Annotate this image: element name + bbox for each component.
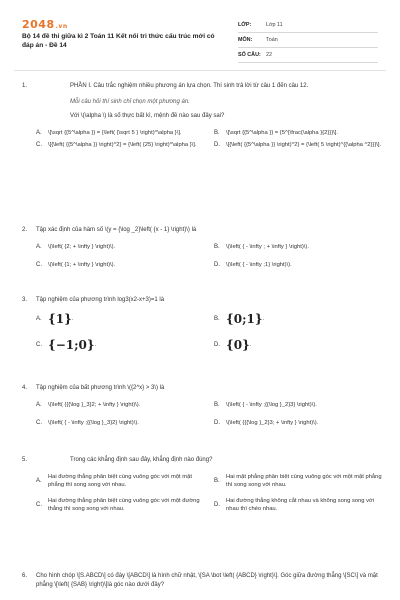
question-text: Tập nghiệm của bất phương trình \({2^x} > 3\) là — [36, 385, 165, 391]
meta-value: 22 — [266, 52, 272, 58]
option-d[interactable]: D. Hai đường thẳng không cắt nhau và không song song với nhau thì chéo nhau. — [214, 497, 375, 512]
option-a[interactable]: A. \[\sqrt {{5^\alpha }} = {\left( {\sqrt 5 } \right)^\alpha }\]. — [36, 129, 182, 136]
meta-value: Lớp 11 — [266, 22, 283, 28]
meta-row-subject — [238, 33, 378, 48]
option-c[interactable]: C. \(\left( {1; + \infty } \right)\). — [36, 261, 116, 268]
option-b[interactable]: B. \(\left( { - \infty ; + \infty } \right)\). — [214, 243, 309, 250]
option-b[interactable]: B. \(\left( { - \infty ;{{\log }_2}3} \right)\). — [214, 401, 317, 408]
site-logo[interactable] — [22, 18, 68, 31]
meta-row-class — [238, 18, 378, 33]
logo-suffix: .vn — [55, 23, 68, 30]
option-a[interactable]: A. \(\left( {2; + \infty } \right)\). — [36, 243, 116, 250]
question-3 — [22, 296, 382, 351]
option-a[interactable]: A. {1} . — [36, 311, 74, 326]
question-4 — [22, 384, 382, 427]
question-text: Tập nghiệm của phương trình log3(x2-x+3)=1 là — [36, 297, 165, 303]
question-5 — [22, 456, 382, 513]
option-c[interactable]: C. Hai đường thẳng phân biệt cùng vuông góc với một đường thẳng thì song song với nhau. — [36, 497, 200, 512]
question-number: 1. — [22, 83, 28, 89]
meta-value: Toán — [266, 37, 278, 43]
question-number: 4. — [22, 385, 28, 391]
question-2 — [22, 226, 382, 269]
option-b[interactable]: B. Hai mặt phẳng phân biệt cùng vuông góc với một mặt phẳng thì song song với nhau. — [214, 473, 382, 488]
option-b[interactable]: B. {0;1} . — [214, 311, 265, 326]
question-number: 6. — [22, 573, 28, 579]
option-d[interactable]: D. \(\left( { - \infty ;1} \right)\). — [214, 261, 292, 268]
option-c[interactable]: C. \(\left( { - \infty ;{{\log }_3}2} \right)\). — [36, 419, 139, 426]
option-d[interactable]: D. {0} . — [214, 337, 252, 352]
options-grid — [36, 473, 382, 513]
options-grid — [36, 129, 382, 149]
meta-key: SỐ CÂU: — [238, 52, 261, 58]
options-grid — [36, 401, 382, 427]
question-text: Tập xác định của hàm số \(y = {\log _2}\left( {x - 1} \right)\) là — [36, 227, 197, 233]
question-1 — [22, 82, 382, 149]
meta-key: LỚP: — [238, 22, 252, 28]
question-6 — [22, 572, 382, 589]
options-grid — [36, 243, 382, 269]
question-stem: Với \(\alpha \) là số thực bất kì, mệnh đề nào sau đây sai? — [70, 113, 225, 120]
document-title: Bộ 14 đề thi giữa kì 2 Toán 11 Kết nối tri thức cấu trúc mới có đáp án - Đề 14 — [22, 33, 215, 49]
option-a[interactable]: A. \(\left( {{{\log }_3}2; + \infty } \right)\). — [36, 401, 141, 408]
question-number: 5. — [22, 457, 28, 463]
option-b[interactable]: B. \[\sqrt {{5^\alpha }} = {5^{\frac{\alpha }{2}}}\]. — [214, 129, 338, 136]
option-d[interactable]: D. \(\left( {{{\log }_2}3; + \infty } \right)\). — [214, 419, 319, 426]
question-text: Trong các khẳng định sau đây, khẳng định nào đúng? — [70, 457, 213, 463]
question-text: PHẦN I. Câu trắc nghiệm nhiều phương án lựa chọn. Thí sinh trả lời từ câu 1 đến câu 12. — [70, 83, 309, 89]
header-divider — [14, 70, 386, 71]
question-number: 3. — [22, 297, 28, 303]
meta-table — [238, 18, 378, 63]
question-instruction: Mỗi câu hỏi thí sinh chỉ chọn một phương án. — [70, 98, 190, 105]
option-c[interactable]: C. \[{\left( {{5^\alpha }} \right)^2} = {\left( {25} \right)^\alpha }\]. — [36, 141, 197, 148]
meta-row-count — [238, 48, 378, 63]
option-a[interactable]: A. Hai đường thẳng phân biệt cùng vuông góc với một mặt phẳng thì song song với nhau. — [36, 473, 192, 488]
options-grid — [36, 313, 382, 351]
meta-key: MÔN: — [238, 37, 253, 43]
question-number: 2. — [22, 227, 28, 233]
option-d[interactable]: D. \[{\left( {{5^\alpha }} \right)^2} = {\left( 5 \right)^{{\alpha ^2}}}\]. — [214, 141, 382, 148]
logo-text: 2048 — [22, 18, 55, 31]
question-text: Cho hình chóp \[S.ABCD\] có đáy \[ABCD\] là hình chữ nhật, \[SA \bot \left( {ABCD} \right)\]. Góc giữa đường thẳng \[SC\] và mặt phẳng \[\left( {SAB} \right)\]là góc nào dưới đây? — [36, 573, 378, 588]
option-c[interactable]: C. {−1;0} . — [36, 337, 97, 352]
